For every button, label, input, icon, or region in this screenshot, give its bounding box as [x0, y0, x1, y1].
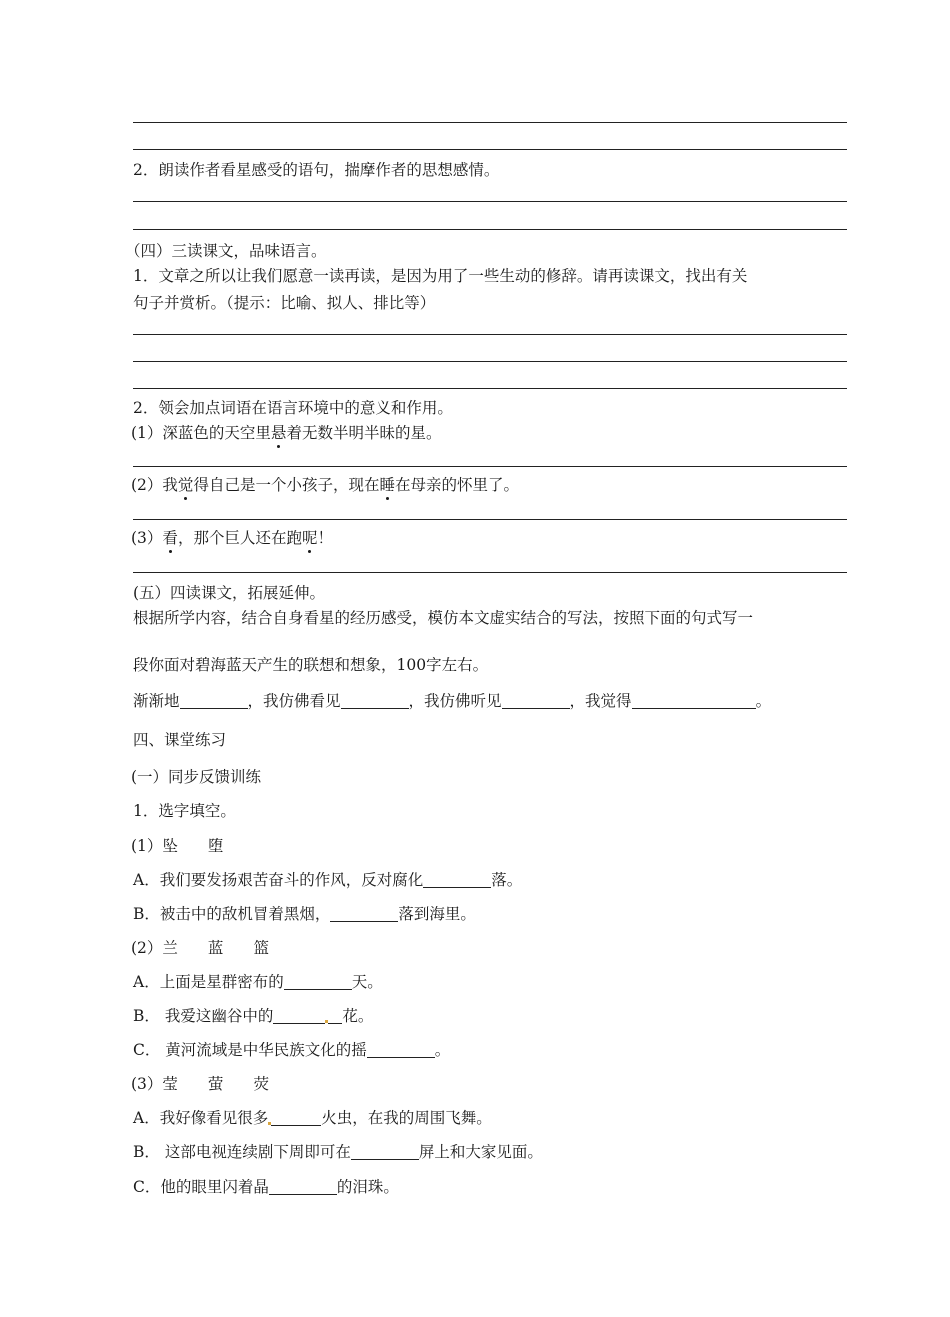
item-text: 着无数半明半昧的星。	[286, 424, 442, 442]
section-4-heading: （四）三读课文，品味语言。	[125, 242, 327, 260]
option-char: 堕	[207, 837, 224, 855]
group-1-item-a	[133, 870, 522, 890]
fill-blank[interactable]	[351, 1143, 419, 1160]
item-text: 火虫，在我的周围飞舞。	[321, 1109, 492, 1127]
group-3-item-a	[133, 1108, 492, 1128]
group-1-item-b	[133, 904, 476, 924]
answer-line	[133, 572, 847, 573]
fill-blank[interactable]	[330, 905, 398, 922]
dotted-word: 呢	[301, 529, 318, 547]
section-5-para-line2: 段你面对碧海蓝天产生的联想和想象，100字左右。	[133, 656, 489, 674]
dotted-word: 觉	[177, 476, 194, 494]
option-char: 萤	[207, 1075, 224, 1093]
item-text: ，那个巨人还在跑	[177, 529, 302, 547]
group-2-options	[131, 938, 269, 958]
practice-question-1: 1．选字填空。	[133, 802, 236, 820]
item-text: 落到海里。	[398, 905, 476, 923]
answer-line	[133, 361, 847, 362]
item-text: (2）我	[131, 476, 178, 494]
item-text: (1）深蓝色的天空里	[131, 424, 271, 442]
group-3-item-c	[133, 1177, 399, 1197]
fill-blank[interactable]	[271, 1109, 321, 1126]
item-text: A．上面是星群密布的	[133, 973, 284, 991]
fill-blank[interactable]	[284, 973, 352, 990]
item-text: C． 黄河流域是中华民族文化的摇	[133, 1041, 367, 1059]
fill-blank[interactable]	[269, 1178, 337, 1195]
sentence-pattern	[133, 691, 771, 711]
item-text: A．我们要发扬艰苦奋斗的作风，反对腐化	[133, 871, 424, 889]
answer-line	[133, 334, 847, 335]
item-text: B． 这部电视连续剧下周即可在	[133, 1143, 351, 1161]
section-5-para-line1: 根据所学内容，结合自身看星的经历感受，模仿本文虚实结合的写法，按照下面的句式写一	[133, 609, 754, 627]
fill-blank[interactable]	[502, 692, 570, 709]
section-5-heading: (五）四读课文，拓展延伸。	[133, 584, 326, 602]
item-4-2-1	[131, 423, 441, 443]
fill-blank[interactable]	[423, 871, 491, 888]
item-text: 得自己是一个小孩子，现在	[193, 476, 380, 494]
item-text: 在母亲的怀里了。	[394, 476, 519, 494]
item-text: B．被击中的敌机冒着黑烟，	[133, 905, 331, 923]
item-text: 屏上和大家见面。	[418, 1143, 543, 1161]
option-char: (3）莹	[131, 1075, 178, 1093]
item-text: ！	[317, 529, 333, 547]
item-text: B． 我爱这幽谷中的	[133, 1007, 274, 1025]
item-text: C．他的眼里闪着晶	[133, 1178, 269, 1196]
practice-heading: 四、课堂练习	[133, 731, 227, 749]
item-4-2-3	[131, 528, 333, 548]
answer-line	[133, 149, 847, 150]
practice-subheading: (一）同步反馈训练	[131, 768, 262, 786]
question-4-1-line1: 1．文章之所以让我们愿意一读再读，是因为用了一些生动的修辞。请再读课文，找出有关	[133, 267, 748, 285]
group-3-options	[131, 1074, 269, 1094]
fill-blank[interactable]	[632, 692, 756, 709]
fill-blank[interactable]	[328, 1007, 342, 1024]
option-char: (2）兰	[131, 939, 178, 957]
answer-line	[133, 122, 847, 123]
pattern-text: ，我觉得	[569, 692, 632, 710]
fill-blank[interactable]	[341, 692, 409, 709]
dotted-word: 悬	[270, 424, 287, 442]
item-text: 。	[434, 1041, 451, 1059]
item-text: 天。	[351, 973, 383, 991]
answer-line	[133, 466, 847, 467]
answer-line	[133, 519, 847, 520]
item-text: (3）	[131, 529, 163, 547]
pattern-text: 。	[755, 692, 772, 710]
group-2-item-a	[133, 972, 383, 992]
group-1-options	[131, 836, 223, 856]
item-text: 花。	[342, 1007, 374, 1025]
item-4-2-2	[131, 475, 519, 495]
pattern-text: ，我仿佛听见	[408, 692, 502, 710]
answer-line	[133, 229, 847, 230]
option-char: 荧	[253, 1075, 269, 1093]
group-2-item-c	[133, 1040, 450, 1060]
option-char: 蓝	[207, 939, 224, 957]
item-text: A．我好像看见很多	[133, 1109, 269, 1127]
option-char: 篮	[253, 939, 269, 957]
item-text: 落。	[491, 871, 523, 889]
fill-blank[interactable]	[273, 1007, 325, 1024]
question-4-2: 2．领会加点词语在语言环境中的意义和作用。	[133, 399, 453, 417]
pattern-text: ，我仿佛看见	[247, 692, 341, 710]
dotted-word: 看	[162, 529, 178, 547]
question-4-1-line2: 句子并赏析。（提示：比喻、拟人、排比等）	[133, 294, 436, 312]
fill-blank[interactable]	[180, 692, 248, 709]
dotted-word: 睡	[379, 476, 395, 494]
answer-line	[133, 201, 847, 202]
group-3-item-b	[133, 1142, 543, 1162]
fill-blank[interactable]	[367, 1041, 435, 1058]
question-3-2: 2．朗读作者看星感受的语句，揣摩作者的思想感情。	[133, 161, 500, 179]
item-text: 的泪珠。	[336, 1178, 399, 1196]
option-char: (1）坠	[131, 837, 178, 855]
pattern-text: 渐渐地	[133, 692, 180, 710]
group-2-item-b	[133, 1006, 373, 1026]
answer-line	[133, 388, 847, 389]
